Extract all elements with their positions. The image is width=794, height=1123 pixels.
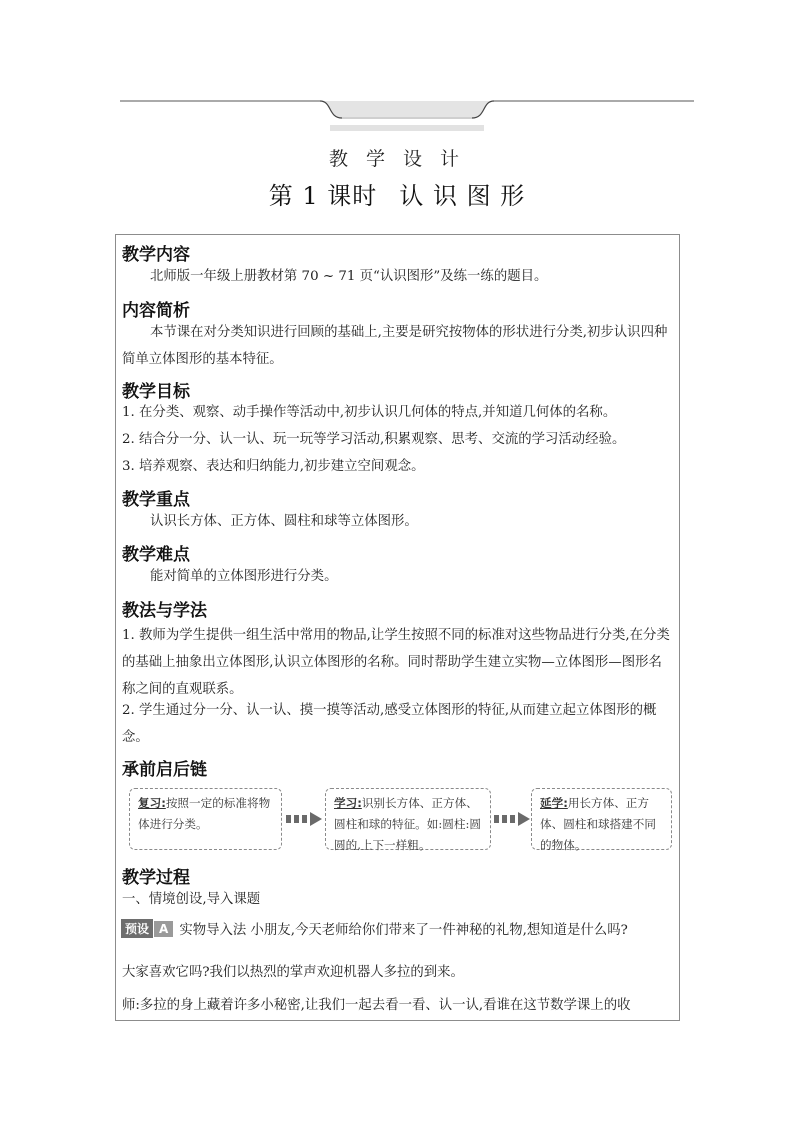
section-heading-brief: 内容简析 (122, 301, 190, 321)
section-heading-methods: 教法与学法 (122, 601, 207, 621)
chain-arrow-icon (286, 812, 324, 826)
chain-box-extend (531, 788, 672, 850)
section-heading-content: 教学内容 (122, 245, 190, 265)
chain-text: 按照一定的标准将物体进行分类。 (138, 796, 271, 831)
chain-arrow-icon (494, 812, 532, 826)
key-text: 认识长方体、正方体、圆柱和球等立体图形。 (150, 514, 418, 529)
difficulty-text: 能对简单的立体图形进行分类。 (150, 569, 338, 584)
process-step: 一、情境创设,导入课题 (122, 892, 261, 907)
section-heading-process: 教学过程 (122, 868, 190, 888)
goal-item: 3. 培养观察、表达和归纳能力,初步建立空间观念。 (122, 459, 425, 474)
lesson-number: 第 1 课时 (268, 182, 378, 210)
chain-label: 学习: (334, 796, 362, 810)
section-heading-key: 教学重点 (122, 490, 190, 510)
chain-text: 识别长方体、正方体、圆柱和球的特征。如:圆柱:圆圆的,上下一样粗。 (334, 796, 481, 852)
chain-box-review (129, 788, 282, 850)
section-heading-chain: 承前启后链 (122, 760, 207, 780)
preset-line (121, 919, 679, 938)
brief-text: 本节课在对分类知识进行回顾的基础上,主要是研究按物体的形状进行分类,初步认识四种简单立体图形的基本特征。 (122, 325, 668, 367)
preset-tag: 预设 (121, 919, 153, 938)
chain-label: 复习: (138, 796, 166, 810)
chain-text: 用长方体、正方体、圆柱和球搭建不同的物体。 (540, 796, 656, 852)
goal-item: 1. 在分类、观察、动手操作等活动中,初步认识几何体的特点,并知道几何体的名称。 (122, 405, 617, 420)
process-text: 实物导入法 小朋友,今天老师给你们带来了一件神秘的礼物,想知道是什么吗? (179, 923, 628, 938)
lesson-name: 认 识 图 形 (399, 182, 526, 210)
section-heading-goals: 教学目标 (122, 382, 190, 402)
method-item: 2. 学生通过分一分、认一认、摸一摸等活动,感受立体图形的特征,从而建立起立体图形的概念。 (122, 703, 657, 745)
goal-item: 2. 结合分一分、认一认、玩一玩等学习活动,积累观察、思考、交流的学习活动经验。 (122, 432, 626, 447)
lesson-title (0, 176, 794, 211)
process-text: 师:多拉的身上藏着许多小秘密,让我们一起去看一看、认一认,看谁在这节数学课上的收 (122, 998, 631, 1013)
chain-box-learn (325, 788, 491, 850)
page-title: 教 学 设 计 (328, 148, 466, 170)
method-item: 1. 教师为学生提供一组生活中常用的物品,让学生按照不同的标准对这些物品进行分类,在分类的基础上抽象出立体图形,认识立体图形的名称。同时帮助学生建立实物—立体图形—图形名称之间的直观联系。 (122, 628, 670, 697)
process-text: 大家喜欢它吗?我们以热烈的掌声欢迎机器人多拉的到来。 (122, 965, 464, 980)
preset-letter: A (154, 921, 173, 937)
header-decoration (120, 100, 694, 140)
lesson-plan-card (115, 234, 680, 1021)
section-heading-difficulty: 教学难点 (122, 545, 190, 565)
content-text: 北师版一年级上册教材第 70 ~ 71 页“认识图形”及练一练的题目。 (150, 269, 548, 284)
chain-label: 延学: (540, 796, 568, 810)
